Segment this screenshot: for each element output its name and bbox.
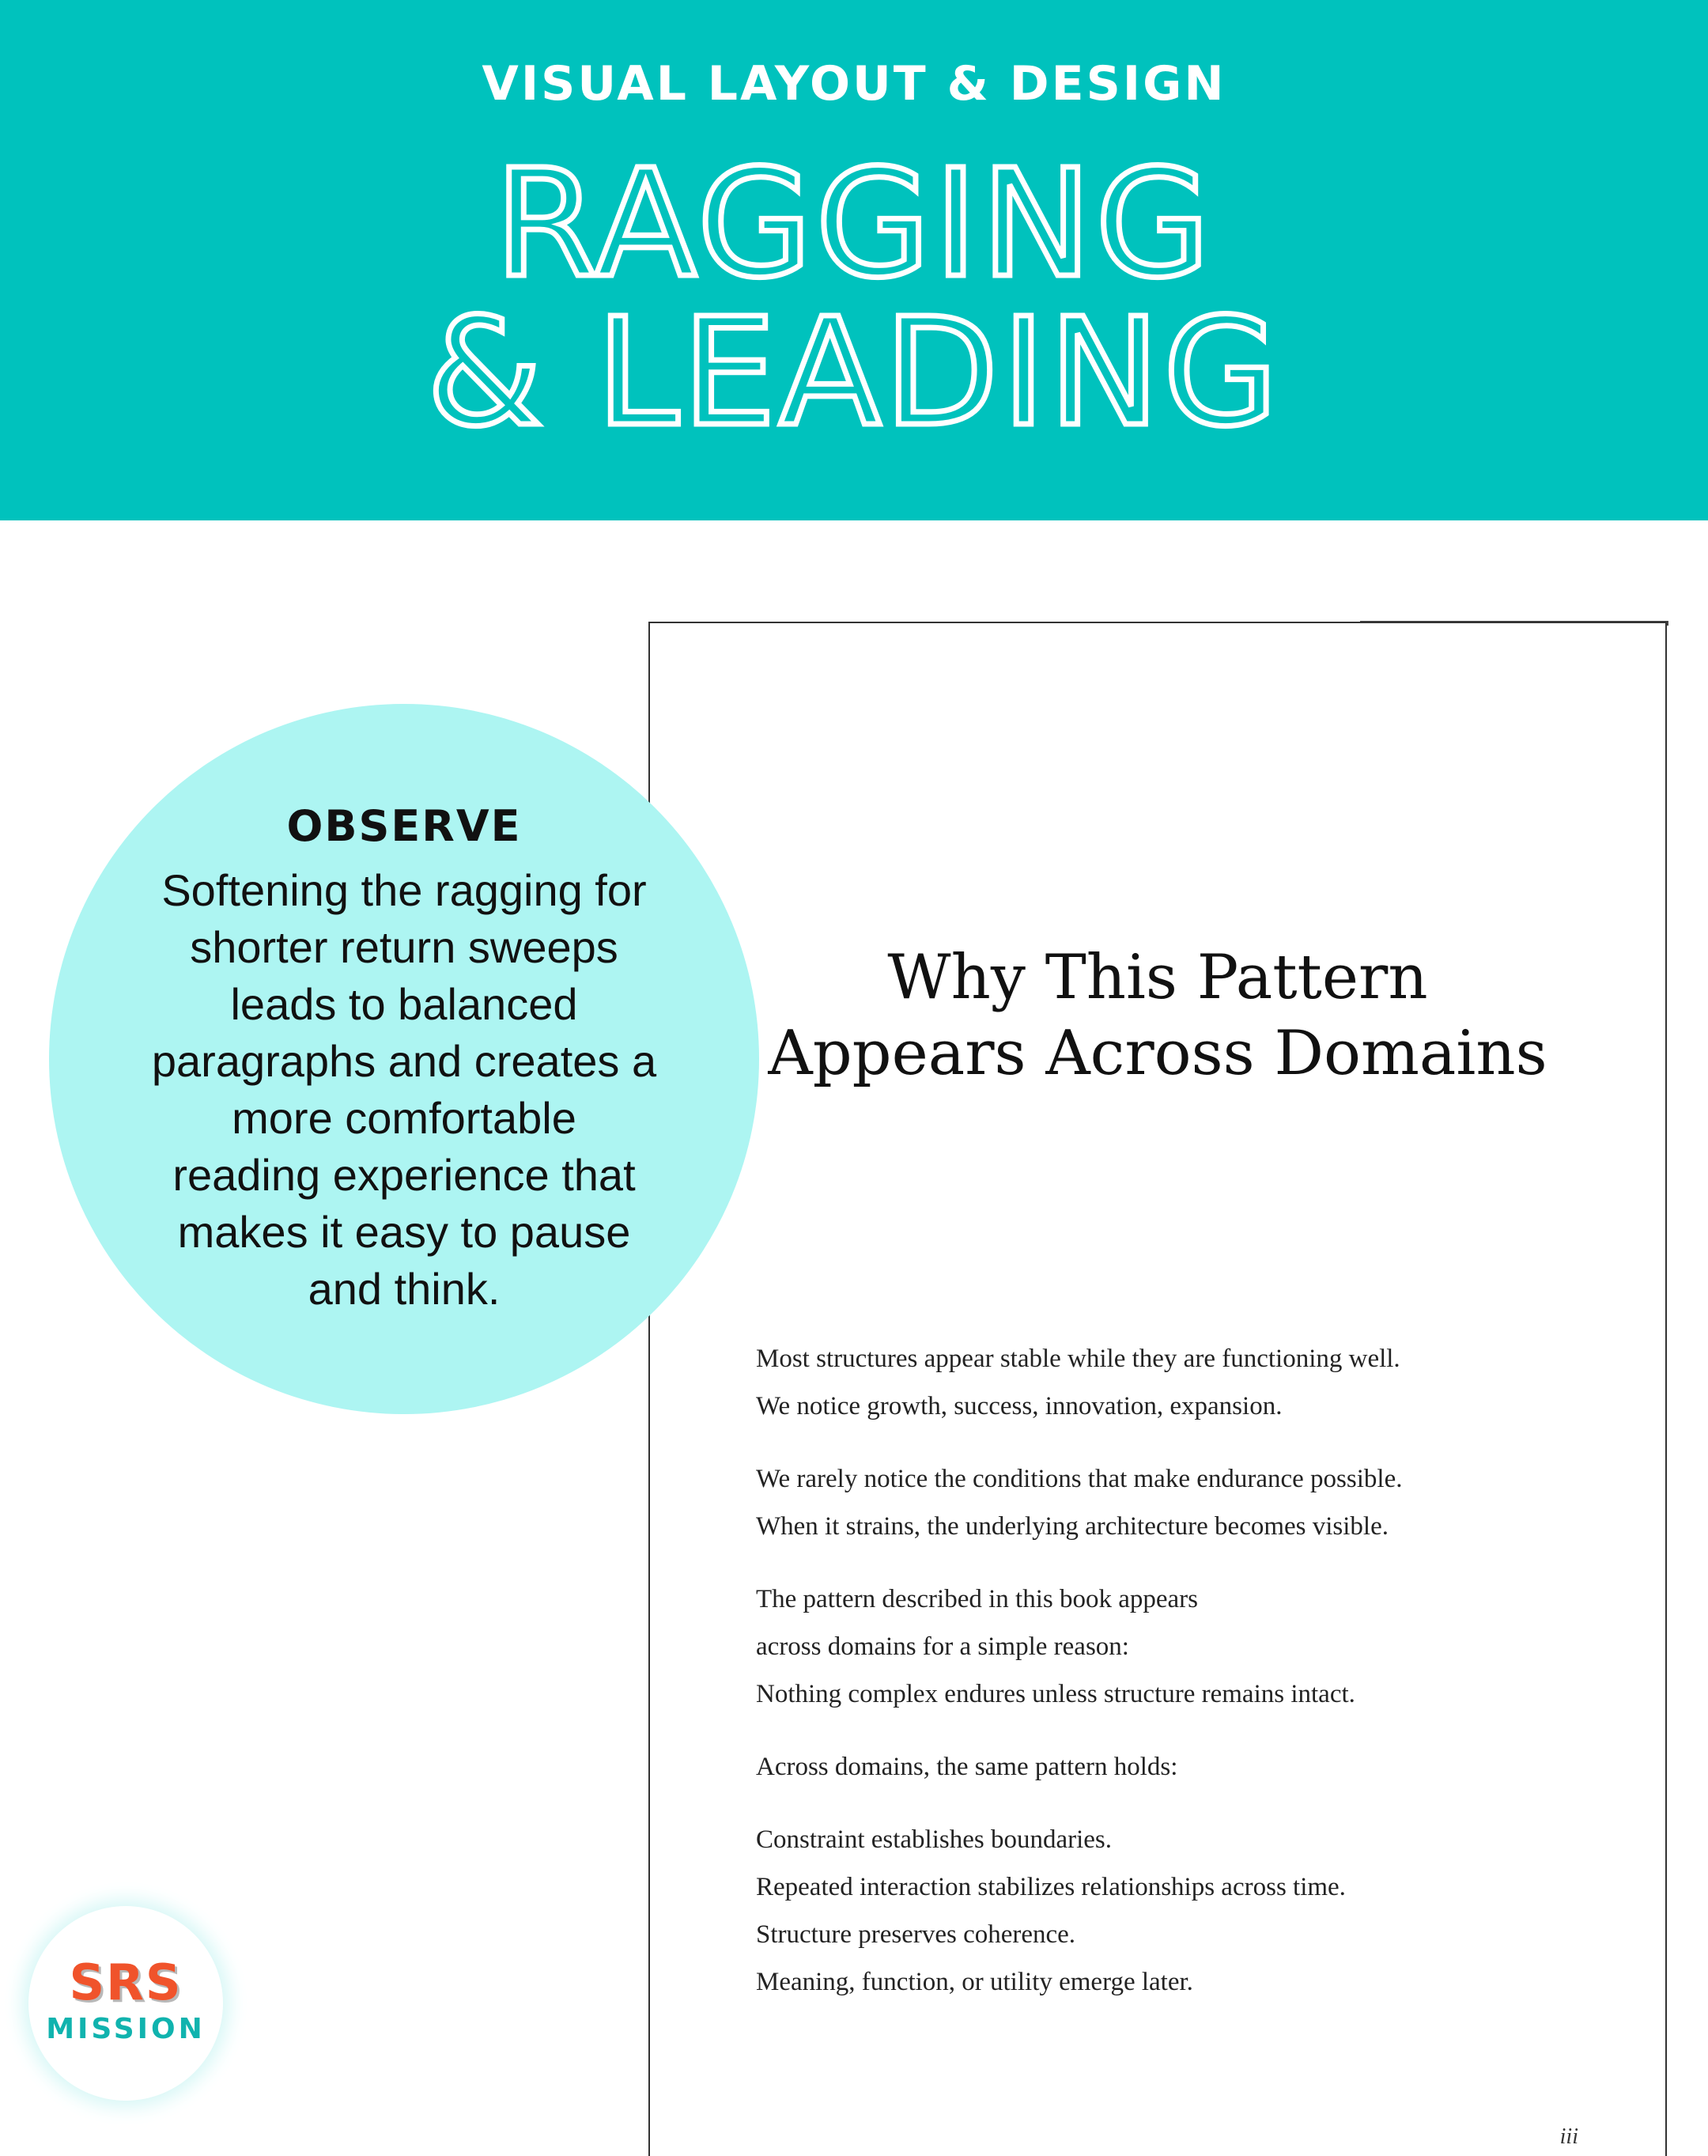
text-line: Repeated interaction stabilizes relationships across time. [756, 1873, 1346, 1901]
paragraph [756, 1455, 1626, 1550]
callout-line: shorter return sweeps [190, 922, 618, 972]
page-heading-line1: Why This Pattern [887, 942, 1428, 1013]
page-body [756, 1335, 1626, 2031]
text-line: Structure preserves coherence. [756, 1920, 1076, 1949]
text-line: Meaning, function, or utility emerge later. [756, 1968, 1193, 1996]
text-line: We notice growth, success, innovation, expansion. [756, 1392, 1283, 1420]
callout-line: paragraphs and creates a [151, 1036, 657, 1086]
header-banner [0, 0, 1708, 520]
paragraph [756, 1743, 1626, 1791]
text-line: Across domains, the same pattern holds: [756, 1753, 1178, 1781]
text-line: Nothing complex endures unless structure remains intact. [756, 1680, 1355, 1708]
book-page [648, 622, 1667, 2156]
banner-title-line2: & LEADING [426, 286, 1282, 460]
banner-subtitle: VISUAL LAYOUT & DESIGN [482, 56, 1226, 112]
paragraph [756, 1335, 1626, 1430]
page-heading [650, 940, 1665, 1091]
text-line: Most structures appear stable while they are functioning well. [756, 1345, 1400, 1373]
text-line: When it strains, the underlying architecture becomes visible. [756, 1512, 1389, 1541]
observe-text [95, 862, 713, 1318]
logo-mission-text: MISSION [46, 2013, 206, 2045]
callout-line: reading experience that [172, 1150, 636, 1200]
logo-srs-text: SRS [69, 1954, 183, 2011]
paragraph [756, 1575, 1626, 1718]
text-line: Constraint establishes boundaries. [756, 1825, 1113, 1854]
callout-line: makes it easy to pause [177, 1207, 631, 1257]
page-number: iii [1559, 2124, 1578, 2149]
page-heading-line2: Appears Across Domains [768, 1018, 1547, 1089]
callout-line: more comfortable [232, 1093, 576, 1143]
srs-mission-logo [28, 1906, 223, 2101]
callout-line: and think. [308, 1264, 501, 1314]
text-line: The pattern described in this book appears [756, 1585, 1198, 1613]
text-line: across domains for a simple reason: [756, 1632, 1129, 1661]
paragraph [756, 1816, 1626, 2006]
text-line: We rarely notice the conditions that make endurance possible. [756, 1465, 1403, 1493]
observe-heading: OBSERVE [286, 801, 522, 851]
callout-line: Softening the ragging for [161, 865, 647, 915]
callout-line: leads to balanced [230, 979, 578, 1029]
banner-title-line1: RAGGING [494, 138, 1214, 311]
